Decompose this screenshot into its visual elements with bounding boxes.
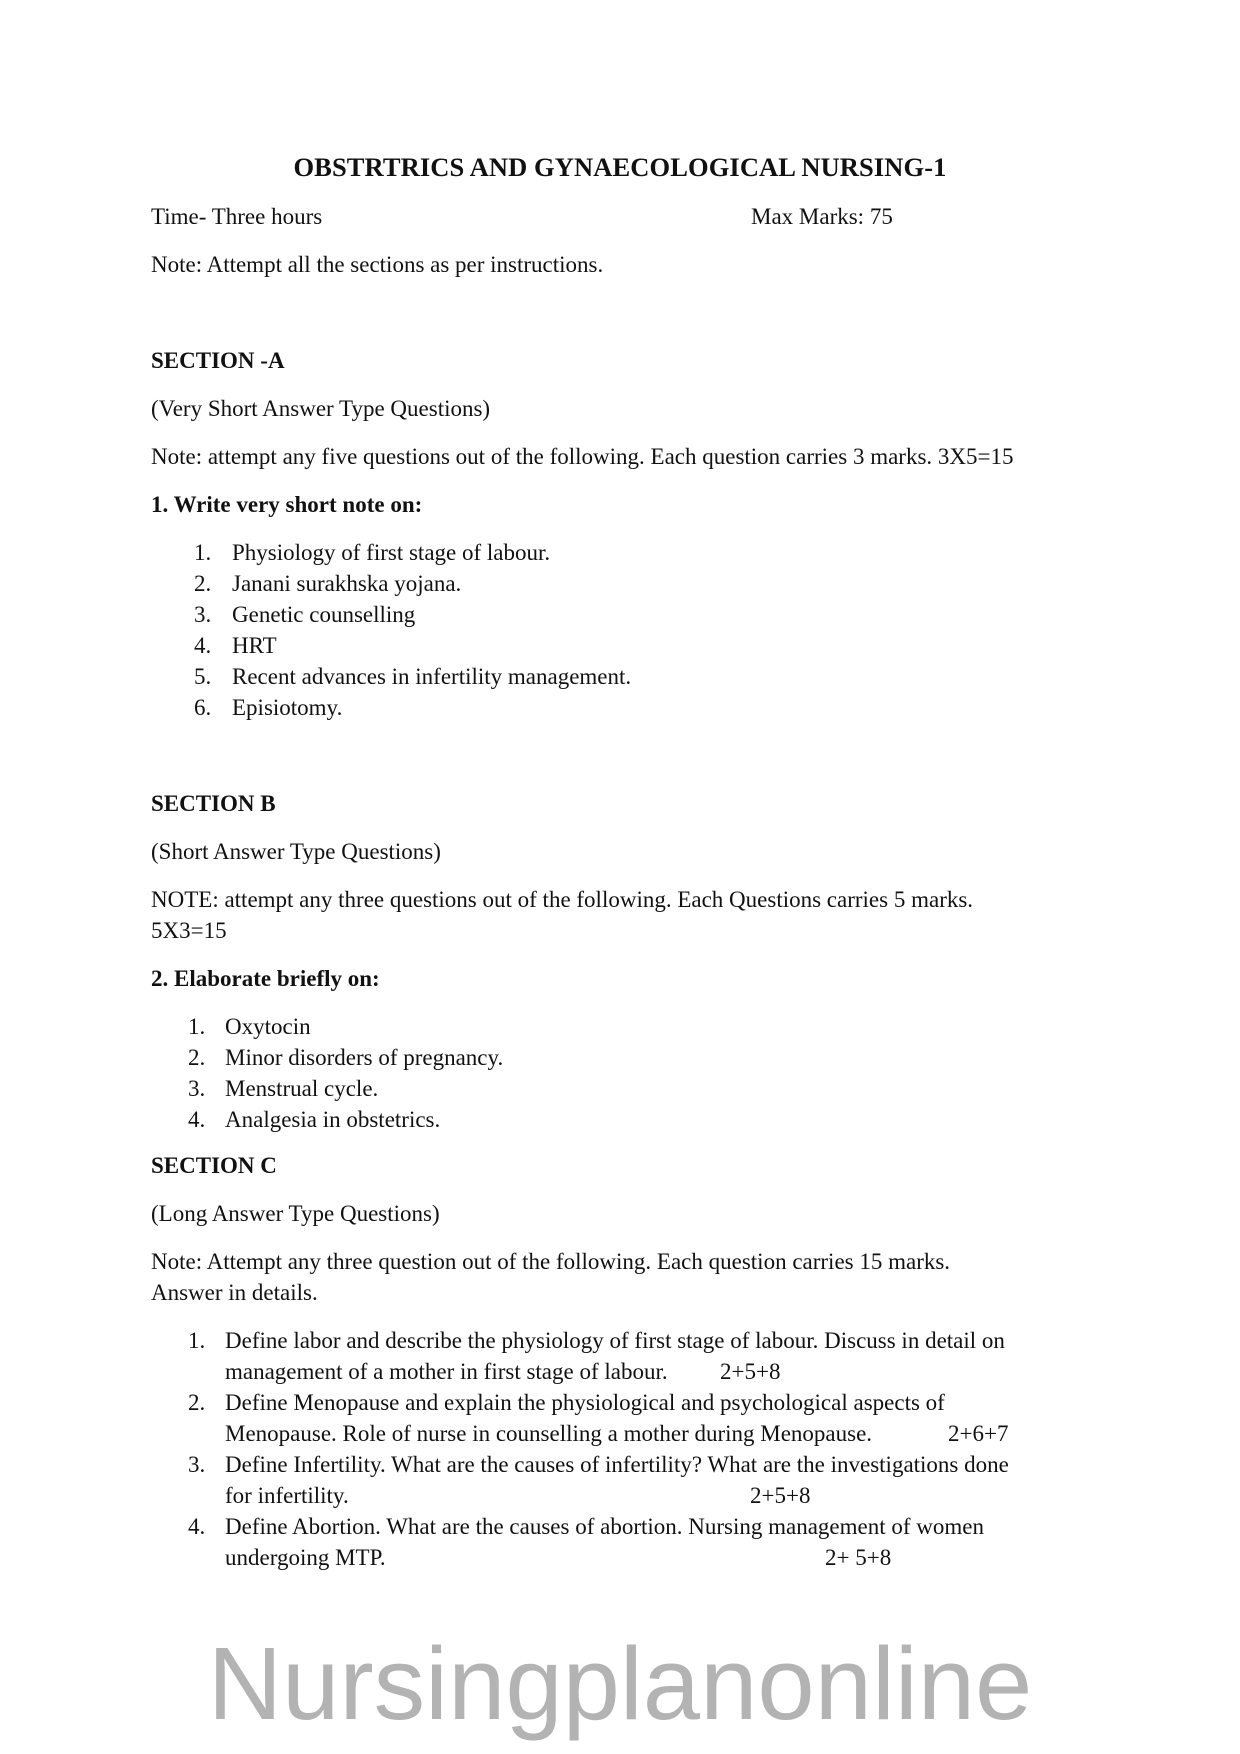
list-text: Janani surakhska yojana. <box>232 571 462 596</box>
section-a-note: Note: attempt any five questions out of the following. Each question carries 3 marks. 3X5=15 <box>151 444 1014 469</box>
marks-distribution: 2+6+7 <box>948 1421 1009 1446</box>
marks-distribution: 2+5+8 <box>750 1483 811 1508</box>
section-b-subtitle: (Short Answer Type Questions) <box>151 839 441 864</box>
time-duration: Time- Three hours <box>151 204 323 229</box>
section-a-question-label: 1. Write very short note on: <box>151 492 423 517</box>
list-text: Analgesia in obstetrics. <box>225 1107 441 1132</box>
section-b-question-label: 2. Elaborate briefly on: <box>151 966 380 991</box>
max-marks: Max Marks: 75 <box>751 204 893 229</box>
question-text-line2: Menopause. Role of nurse in counselling a mother during Menopause. <box>225 1421 873 1446</box>
list-number: 4. <box>194 633 212 658</box>
list-number: 3. <box>188 1076 206 1101</box>
question-text-line2: management of a mother in first stage of labour. <box>225 1359 668 1384</box>
list-number: 3. <box>188 1452 206 1477</box>
list-number: 2. <box>188 1045 206 1070</box>
question-text-line1: Define Abortion. What are the causes of abortion. Nursing management of women <box>225 1514 984 1539</box>
question-text-line1: Define Menopause and explain the physiological and psychological aspects of <box>225 1390 945 1415</box>
section-c-note-line1: Note: Attempt any three question out of the following. Each question carries 15 marks. <box>151 1249 951 1274</box>
section-a-heading: SECTION -A <box>151 348 285 373</box>
list-text: Recent advances in infertility management. <box>232 664 632 689</box>
general-note: Note: Attempt all the sections as per instructions. <box>151 252 604 277</box>
list-text: Genetic counselling <box>232 602 416 627</box>
list-text: Menstrual cycle. <box>225 1076 379 1101</box>
section-b-note-line2: 5X3=15 <box>151 918 227 943</box>
marks-distribution: 2+ 5+8 <box>825 1545 892 1570</box>
section-c-heading: SECTION C <box>151 1153 277 1178</box>
list-number: 3. <box>194 602 212 627</box>
list-text: Episiotomy. <box>232 695 343 720</box>
section-a-subtitle: (Very Short Answer Type Questions) <box>151 396 491 421</box>
list-number: 4. <box>188 1107 206 1132</box>
paper-title: OBSTRTRICS AND GYNAECOLOGICAL NURSING-1 <box>293 152 947 182</box>
question-text-line2: for infertility. <box>225 1483 349 1508</box>
list-number: 2. <box>194 571 212 596</box>
section-b-heading: SECTION B <box>151 791 276 816</box>
list-text: HRT <box>232 633 277 658</box>
list-number: 6. <box>194 695 212 720</box>
section-c-note-line2: Answer in details. <box>151 1280 318 1305</box>
watermark-text: Nursingplanonline <box>207 1626 1033 1741</box>
question-text-line1: Define labor and describe the physiology of first stage of labour. Discuss in detail on <box>225 1328 1005 1353</box>
question-text-line1: Define Infertility. What are the causes of infertility? What are the investigations done <box>225 1452 1009 1477</box>
list-number: 1. <box>194 540 212 565</box>
list-number: 2. <box>188 1390 206 1415</box>
section-b-note-line1: NOTE: attempt any three questions out of the following. Each Questions carries 5 marks. <box>151 887 974 912</box>
list-number: 1. <box>188 1014 206 1039</box>
list-text: Oxytocin <box>225 1014 311 1039</box>
section-c-subtitle: (Long Answer Type Questions) <box>151 1201 440 1226</box>
list-number: 1. <box>188 1328 206 1353</box>
list-number: 5. <box>194 664 212 689</box>
list-number: 4. <box>188 1514 206 1539</box>
question-text-line2: undergoing MTP. <box>225 1545 386 1570</box>
list-text: Physiology of first stage of labour. <box>232 540 551 565</box>
list-text: Minor disorders of pregnancy. <box>225 1045 504 1070</box>
marks-distribution: 2+5+8 <box>720 1359 781 1384</box>
